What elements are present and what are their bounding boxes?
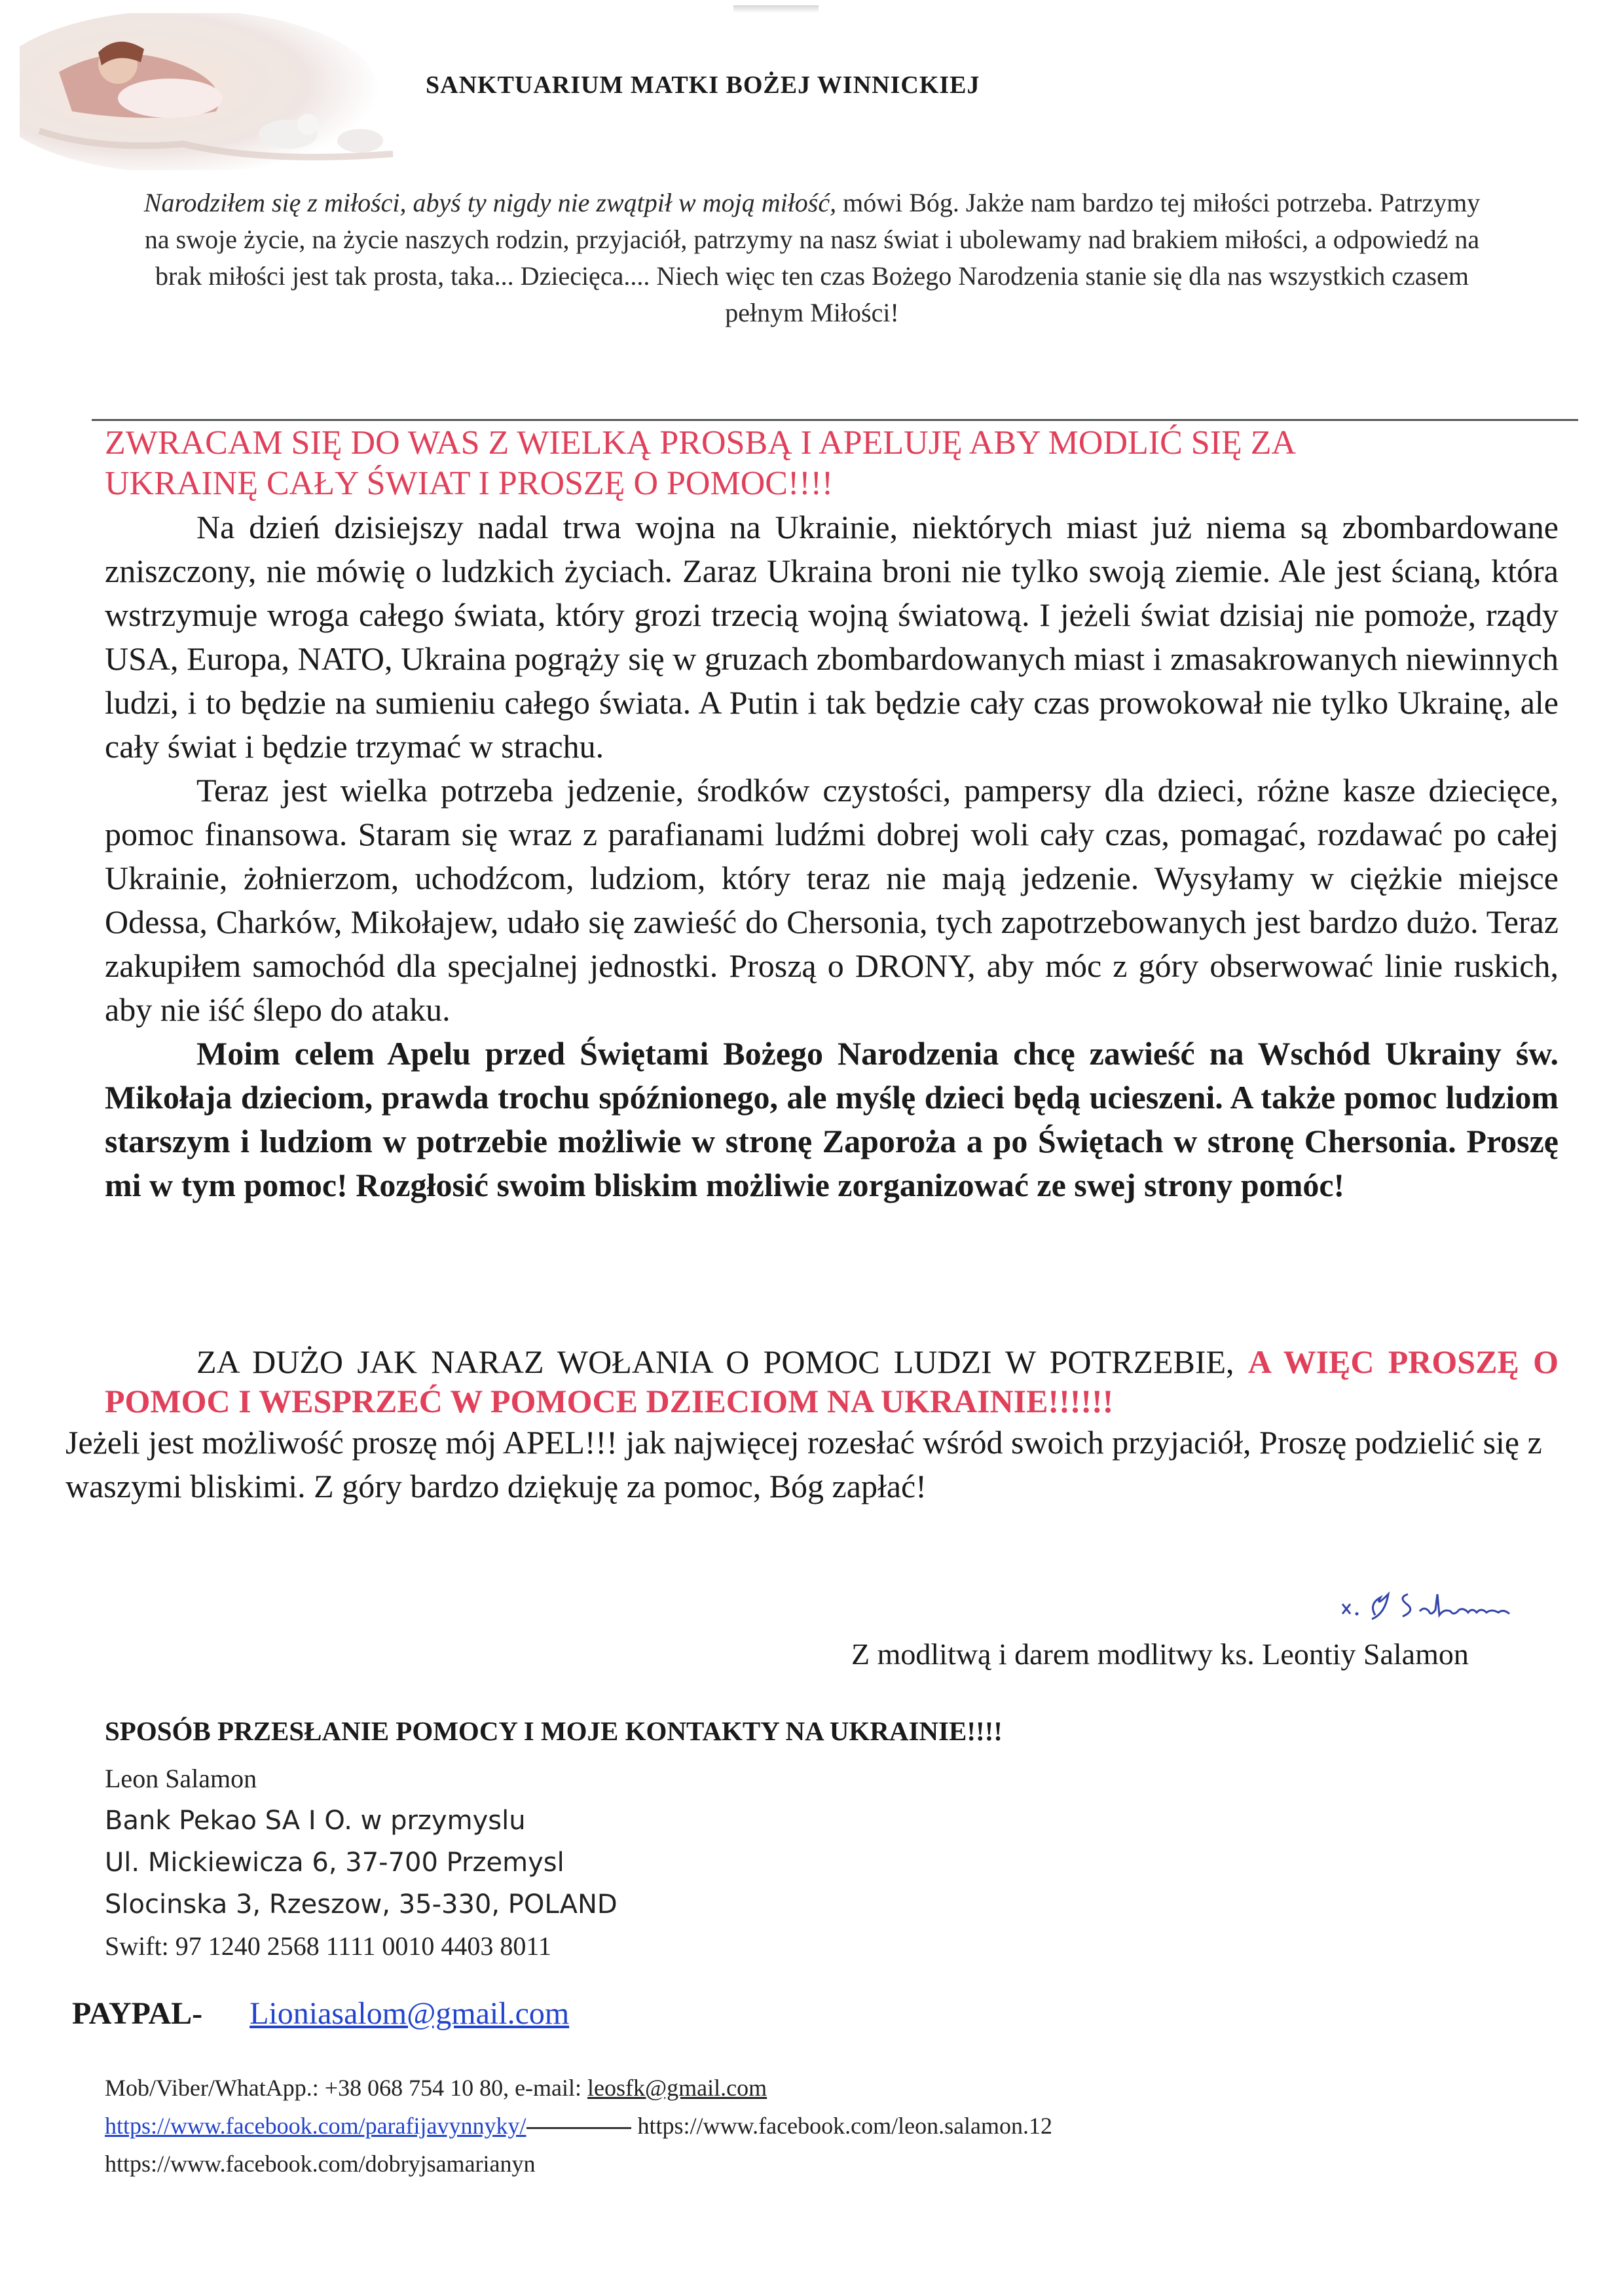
footer-contacts <box>105 2069 1052 2183</box>
paypal-label: PAYPAL- <box>72 1996 203 2031</box>
call-for-help <box>105 1342 1559 1421</box>
paragraph-needs: Teraz jest wielka potrzeba jedzenie, środków czystości, pampersy dla dzieci, różne kasze dziecięce, pomoc finansowa. Staram się wraz z parafianami ludźmi dobrej woli cały czas, pomagać, rozdawać po całej Ukrainie, żołnierzom, uchodźcom, ludziom, który teraz nie mają jedzenie. Wysyłamy w ciężkie miejsce Odessa, Charków, Mikołajew, udało się zawieść do Chersonia, tych zapotrzebowanych jest bardzo dużo. Teraz zakupiłem samochód dla specjalnej jednostki. Proszą o DRONY, aby móc z góry obserwować linie ruskich, aby nie iść ślepo do ataku. <box>105 772 1559 1028</box>
facebook-parish-link[interactable]: https://www.facebook.com/parafijavynnyky/ <box>105 2113 526 2139</box>
underline-divider <box>526 2127 631 2129</box>
appeal-body <box>105 505 1559 1207</box>
closing-text <box>65 1421 1572 1508</box>
sanctuary-title: SANKTUARIUM MATKI BOŻEJ WINNICKIEJ <box>426 71 980 99</box>
recipient-name: Leon Salamon <box>105 1764 257 1793</box>
facebook-personal-link[interactable]: https://www.facebook.com/leon.salamon.12 <box>637 2113 1053 2139</box>
appeal-heading-line2: UKRAINĘ CAŁY ŚWIAT I PROSZĘ O POMOC!!!! <box>105 465 834 502</box>
nativity-image <box>20 13 406 170</box>
recipient-address: Slocinska 3, Rzeszow, 35-330, POLAND <box>105 1889 618 1920</box>
call-plain: ZA DUŻO JAK NARAZ WOŁANIA O POMOC LUDZI W POTRZEBIE, <box>196 1343 1248 1380</box>
bank-details <box>105 1758 618 1967</box>
appeal-heading-line1: ZWRACAM SIĘ DO WAS Z WIELKĄ PROSBĄ I APELUJĘ ABY MODLIĆ SIĘ ZA <box>105 424 1297 462</box>
bank-name: Bank Pekao SA I O. w przymyslu <box>105 1806 526 1836</box>
call-highlight: A WIĘC PROSZĘ O POMOC I WESPRZEĆ W POMOCE DZIECIOM NA UKRAINIE!!!!!! <box>105 1343 1559 1419</box>
scan-artifact <box>733 5 819 13</box>
contacts-heading: SPOSÓB PRZESŁANIE POMOCY I MOJE KONTAKTY NA UKRAINIE!!!! <box>105 1716 1003 1746</box>
facebook-row <box>105 2107 1052 2145</box>
closing-paragraph: Jeżeli jest możliwość proszę mój APEL!!! jak najwięcej rozesłać wśród swoich przyjaciół, Proszę podzielić się z waszymi bliskimi. Z góry bardzo dziękuję za pomoc, Bóg zapłać! <box>65 1424 1542 1504</box>
phone-text: Mob/Viber/WhatApp.: +38 068 754 10 80, e-mail: <box>105 2075 588 2101</box>
appeal-heading <box>105 423 1565 504</box>
signoff: Z modlitwą i darem modlitwy ks. Leontiy Salamon <box>851 1637 1469 1671</box>
handwritten-signature <box>1329 1568 1565 1627</box>
samaritan-row <box>105 2145 1052 2183</box>
intro-text <box>131 185 1493 331</box>
paypal-email-link[interactable]: Lioniasalom@gmail.com <box>249 1996 570 2031</box>
paragraph-war: Na dzień dzisiejszy nadal trwa wojna na Ukrainie, niektórych miast już niema są zbombardowane zniszczony, nie mówię o ludzkich życiach. Zaraz Ukraina broni nie tylko swoją ziemie. Ale jest ścianą, która wstrzymuje wroga całego świata, który grozi trzecią wojną światową. I jeżeli świat dzisiaj nie pomoże, rządy USA, Europa, NATO, Ukraina pogrąży się w gruzach zbombardowanych miast i zmasakrowanych niewinnych ludzi, i to będzie na sumieniu całego świata. A Putin i tak będzie cały czas prowokował nie tylko Ukrainę, ale cały świat i będzie trzymać w strachu. <box>105 509 1559 765</box>
swift-number: Swift: 97 1240 2568 1111 0010 4403 8011 <box>105 1931 551 1961</box>
phone-row <box>105 2069 1052 2107</box>
paragraph-goal: Moim celem Apelu przed Świętami Bożego Narodzenia chcę zawieść na Wschód Ukrainy św. Mikołaja dzieciom, prawda trochu spóźnionego, ale myślę dzieci będą ucieszeni. A także pomoc ludziom starszym i ludziom w potrzebie możliwie w stronę Zaporoża a po Świętach w stronę Chersonia. Proszę mi w tym pomoc! Rozgłosić swoim bliskim możliwie zorganizować ze swej strony pomóc! <box>105 1035 1559 1203</box>
intro-rest: mówi Bóg. Jakże nam bardzo tej miłości potrzeba. Patrzymy na swoje życie, na życie naszych rodzin, przyjaciół, patrzymy na nasz świat i ubolewamy nad brakiem miłości, a odpowiedź na brak miłości jest tak prosta, taka... Dziecięca.... Niech więc ten czas Bożego Narodzenia stanie się dla nas wszystkich czasem pełnym Miłości! <box>144 188 1481 327</box>
intro-quote: Narodziłem się z miłości, abyś ty nigdy nie zwątpił w moją miłość, <box>143 188 837 217</box>
divider <box>92 419 1578 421</box>
paypal-row <box>72 1995 569 2032</box>
bank-address: Ul. Mickiewicza 6, 37-700 Przemysl <box>105 1848 564 1878</box>
email-link[interactable]: leosfk@gmail.com <box>587 2075 767 2101</box>
facebook-samaritan-link[interactable]: https://www.facebook.com/dobryjsamarianyn <box>105 2151 536 2177</box>
